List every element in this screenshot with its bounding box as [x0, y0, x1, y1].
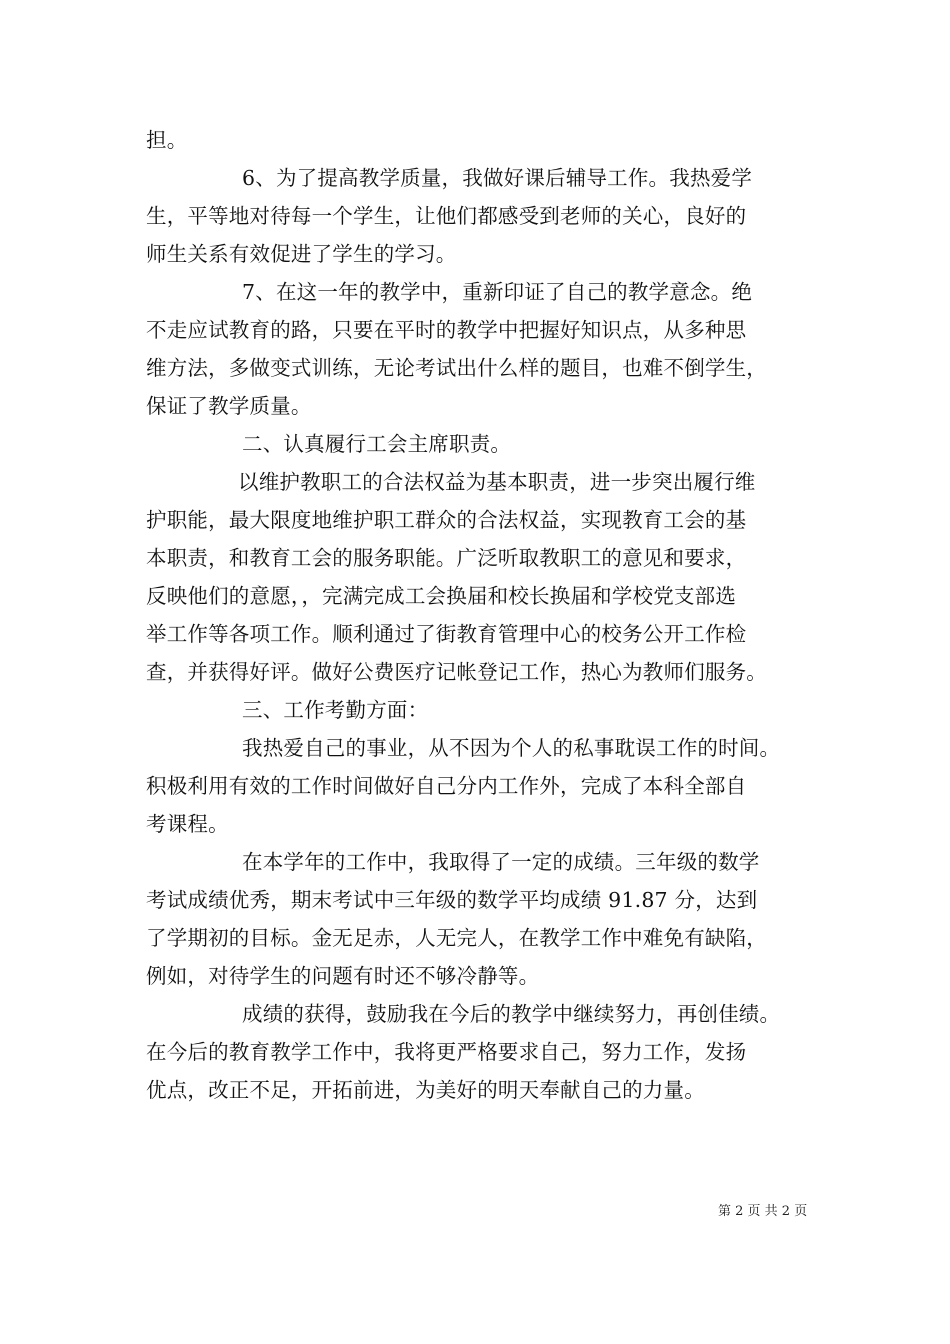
text-line: 保证了教学质量。 [146, 394, 312, 418]
section-heading: 二、认真履行工会主席职责。 [242, 432, 512, 456]
text-line: 考试成绩优秀，期末考试中三年级的数学平均成绩 91.87 分，达到 [146, 888, 758, 912]
text-line: 维方法，多做变式训练，无论考试出什么样的题目，也难不倒学生， [146, 356, 767, 380]
text-line: 在今后的教育教学工作中，我将更严格要求自己，努力工作，发扬 [146, 1040, 747, 1064]
text-line: 以维护教职工的合法权益为基本职责，进一步突出履行维 [238, 470, 756, 494]
page-number-footer: 第 2 页 共 2 页 [718, 1204, 808, 1219]
text-line: 护职能，最大限度地维护职工群众的合法权益，实现教育工会的基 [146, 508, 747, 532]
section-heading: 三、工作考勤方面： [242, 698, 429, 722]
text-line: 不走应试教育的路，只要在平时的教学中把握好知识点，从多种思 [146, 318, 747, 342]
text-line: 了学期初的目标。金无足赤，人无完人，在教学工作中难免有缺陷， [146, 926, 767, 950]
text-line: 本职责，和教育工会的服务职能。广泛听取教职工的意见和要求， [146, 546, 747, 570]
text-line: 积极利用有效的工作时间做好自己分内工作外，完成了本科全部自 [146, 774, 747, 798]
text-line: 师生关系有效促进了学生的学习。 [146, 242, 457, 266]
text-line: 6、为了提高教学质量，我做好课后辅导工作。我热爱学 [242, 166, 753, 190]
text-line: 在本学年的工作中，我取得了一定的成绩。三年级的数学 [242, 850, 760, 874]
text-line: 担。 [146, 128, 188, 152]
text-line: 优点，改正不足，开拓前进，为美好的明天奉献自己的力量。 [146, 1078, 705, 1102]
text-line: 生，平等地对待每一个学生，让他们都感受到老师的关心，良好的 [146, 204, 747, 228]
text-line: 我热爱自己的事业，从不因为个人的私事耽误工作的时间。 [242, 736, 781, 760]
text-line: 7、在这一年的教学中，重新印证了自己的教学意念。绝 [242, 280, 753, 304]
text-line: 举工作等各项工作。顺利通过了街教育管理中心的校务公开工作检 [146, 622, 747, 646]
document-body [146, 121, 826, 1109]
text-line: 成绩的获得，鼓励我在今后的教学中继续努力，再创佳绩。 [242, 1002, 781, 1026]
text-line: 例如，对待学生的问题有时还不够冷静等。 [146, 964, 540, 988]
text-line: 考课程。 [146, 812, 229, 836]
text-line: 反映他们的意愿，，完满完成工会换届和校长换届和学校党支部选 [146, 584, 737, 608]
text-line: 查，并获得好评。做好公费医疗记帐登记工作，热心为教师们服务。 [146, 660, 767, 684]
